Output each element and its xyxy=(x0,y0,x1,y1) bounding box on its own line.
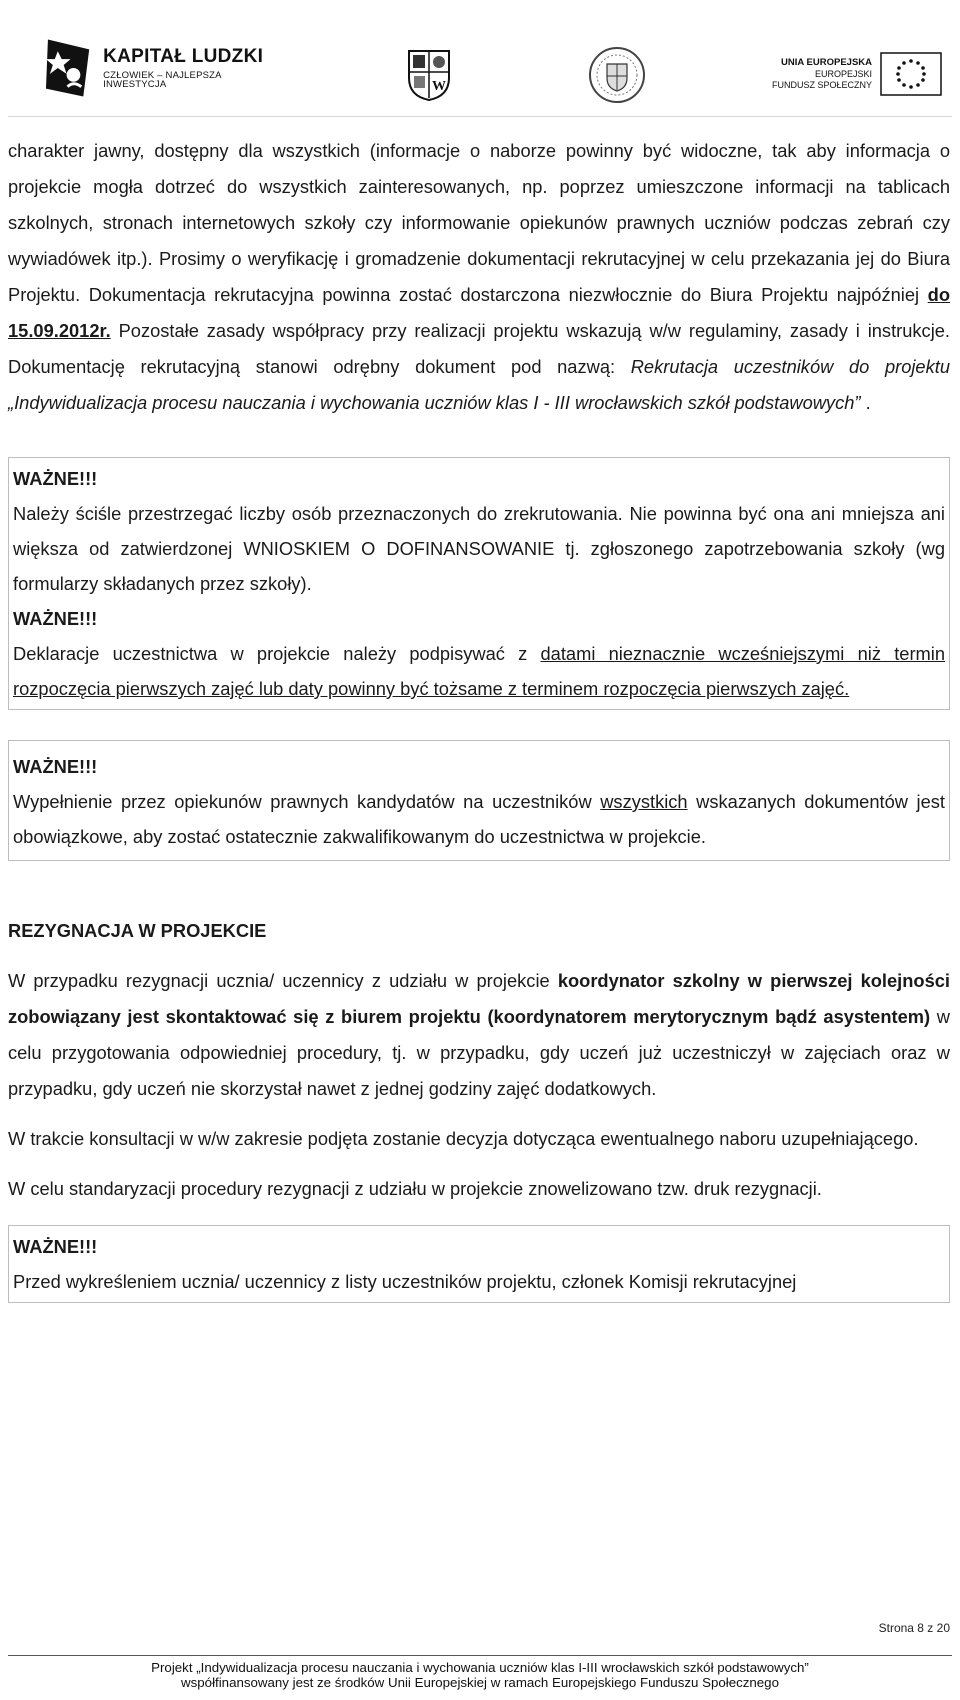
page-number: Strona 8 z 20 xyxy=(878,1621,950,1635)
kapital-ludzki-logo xyxy=(44,36,284,100)
important-text-3-underlined: wszystkich xyxy=(600,791,688,812)
kapital-ludzki-emblem-icon xyxy=(44,37,93,99)
document-body xyxy=(8,133,950,1303)
important-text-3-a: Wypełnienie przez opiekunów prawnych kandydatów na uczestników xyxy=(13,791,601,812)
resignation-text-bold: koordynator szkolny w pierwszej kolejności zobowiązany jest skontaktować się z biurem projektu (koordynatorem merytorycznym bądź asystentem) xyxy=(8,970,951,1027)
deadline-date: do 15.09.2012r. xyxy=(8,284,950,341)
important-heading-2: WAŻNE!!! xyxy=(13,608,98,629)
important-text-3-b: wskazanych dokumentów jest obowiązkowe, aby zostać ostatecznie zakwalifikowanym do uczestnictwa w projekcie. xyxy=(13,791,945,847)
eu-line3: FUNDUSZ SPOŁECZNY xyxy=(772,79,873,90)
footer-divider xyxy=(8,1655,952,1656)
important-box-3 xyxy=(8,1225,950,1303)
important-text-2-underlined: datami nieznacznie wcześniejszymi niż termin rozpoczęcia pierwszych zajęć lub daty powinny być tożsame z terminem rozpoczęcia pierwszych zajęć. xyxy=(13,643,945,699)
important-heading-4: WAŻNE!!! xyxy=(13,1236,98,1257)
footer-line-2: współfinansowany jest ze środków Unii Europejskiej w ramach Europejskiego Funduszu Społecznego xyxy=(181,1675,779,1690)
important-heading-3: WAŻNE!!! xyxy=(13,756,98,777)
resignation-paragraph-2: W trakcie konsultacji w w/w zakresie podjęta zostanie decyzja dotycząca ewentualnego naboru uzupełniającego. xyxy=(8,1128,919,1149)
recruitment-paragraph xyxy=(8,133,950,421)
recruitment-text-2: Pozostałe zasady współpracy przy realizacji projektu wskazują w/w regulaminy, zasady i instrukcje. Dokumentację rekrutacyjną stanowi odrębny dokument pod nazwą: xyxy=(8,320,950,377)
eu-title: UNIA EUROPEJSKA xyxy=(781,56,873,68)
important-text-2-a: Deklaracje uczestnictwa w projekcie należy podpisywać z xyxy=(13,643,541,664)
important-box-1 xyxy=(8,457,950,710)
resignation-text-c: w celu przygotowania odpowiedniej procedury, tj. w przypadku, gdy uczeń już uczestniczył w zajęciach oraz w przypadku, gdy uczeń nie skorzystał nawet z jednej godziny zajęć dodatkowych. xyxy=(8,1006,950,1099)
resignation-paragraph-1 xyxy=(8,963,950,1107)
important-heading-1: WAŻNE!!! xyxy=(13,468,98,489)
section-title: REZYGNACJA W PROJEKCIE xyxy=(8,920,267,941)
recruitment-text-1: charakter jawny, dostępny dla wszystkich (informacje o naborze powinny być widoczne, tak aby informacja o projekcie mogła dotrzeć do wszystkich zainteresowanych, np. poprzez umieszczone informacji na tablicach szkolnych, stronach internetowych szkoły czy informowanie opiekunów prawnych uczniów podczas zebrań czy wywiadówek itp.). Prosimy o weryfikację i gromadzenie dokumentacji rekrutacyjnej w celu przekazania jej do Biura Projektu. Dokumentacja rekrutacyjna powinna zostać dostarczona niezwłocznie do Biura Projektu najpóźniej xyxy=(8,140,950,305)
eu-logo xyxy=(772,52,942,96)
kapital-ludzki-title: KAPITAŁ LUDZKI xyxy=(103,45,264,67)
important-text-4: Przed wykreśleniem ucznia/ uczennicy z listy uczestników projektu, członek Komisji rekrutacyjnej xyxy=(13,1271,797,1292)
seal-icon xyxy=(588,46,646,104)
header-divider xyxy=(8,116,952,117)
footer-project-info xyxy=(0,1660,960,1690)
resignation-paragraph-3: W celu standaryzacji procedury rezygnacji z udziału w projekcie znowelizowano tzw. druk rezygnacji. xyxy=(8,1178,822,1199)
important-text-1: Należy ściśle przestrzegać liczby osób przeznaczonych do zrekrutowania. Nie powinna być ona ani mniejsza ani większa od zatwierdzonej WNIOSKIEM O DOFINANSOWANIE tj. zgłoszonego zapotrzebowania szkoły (wg formularzy składanych przez szkoły). xyxy=(13,503,945,594)
eu-flag-icon xyxy=(880,52,942,96)
association-seal-logo xyxy=(588,46,646,104)
important-text-2 xyxy=(13,636,945,706)
footer-line-1: Projekt „Indywidualizacja procesu nauczania i wychowania uczniów klas I-III wrocławskich szkół podstawowych” xyxy=(151,1660,809,1675)
recruitment-text-3: . xyxy=(865,392,871,413)
svg-text:W: W xyxy=(432,79,446,94)
resignation-text-a: W przypadku rezygnacji ucznia/ uczennicy z udziału w projekcie xyxy=(8,970,558,991)
eu-line2: EUROPEJSKI xyxy=(815,68,873,79)
crest-icon xyxy=(406,48,452,102)
important-box-2 xyxy=(8,740,950,861)
kapital-ludzki-subtitle: CZŁOWIEK – NAJLEPSZA INWESTYCJA xyxy=(103,69,222,90)
important-text-3 xyxy=(13,784,945,854)
wroclaw-crest-logo xyxy=(406,48,452,102)
document-name: Rekrutacja uczestników do projektu „Indywidualizacja procesu nauczania i wychowania uczniów klas I - III wrocławskich szkół podstawowych” xyxy=(8,356,950,413)
